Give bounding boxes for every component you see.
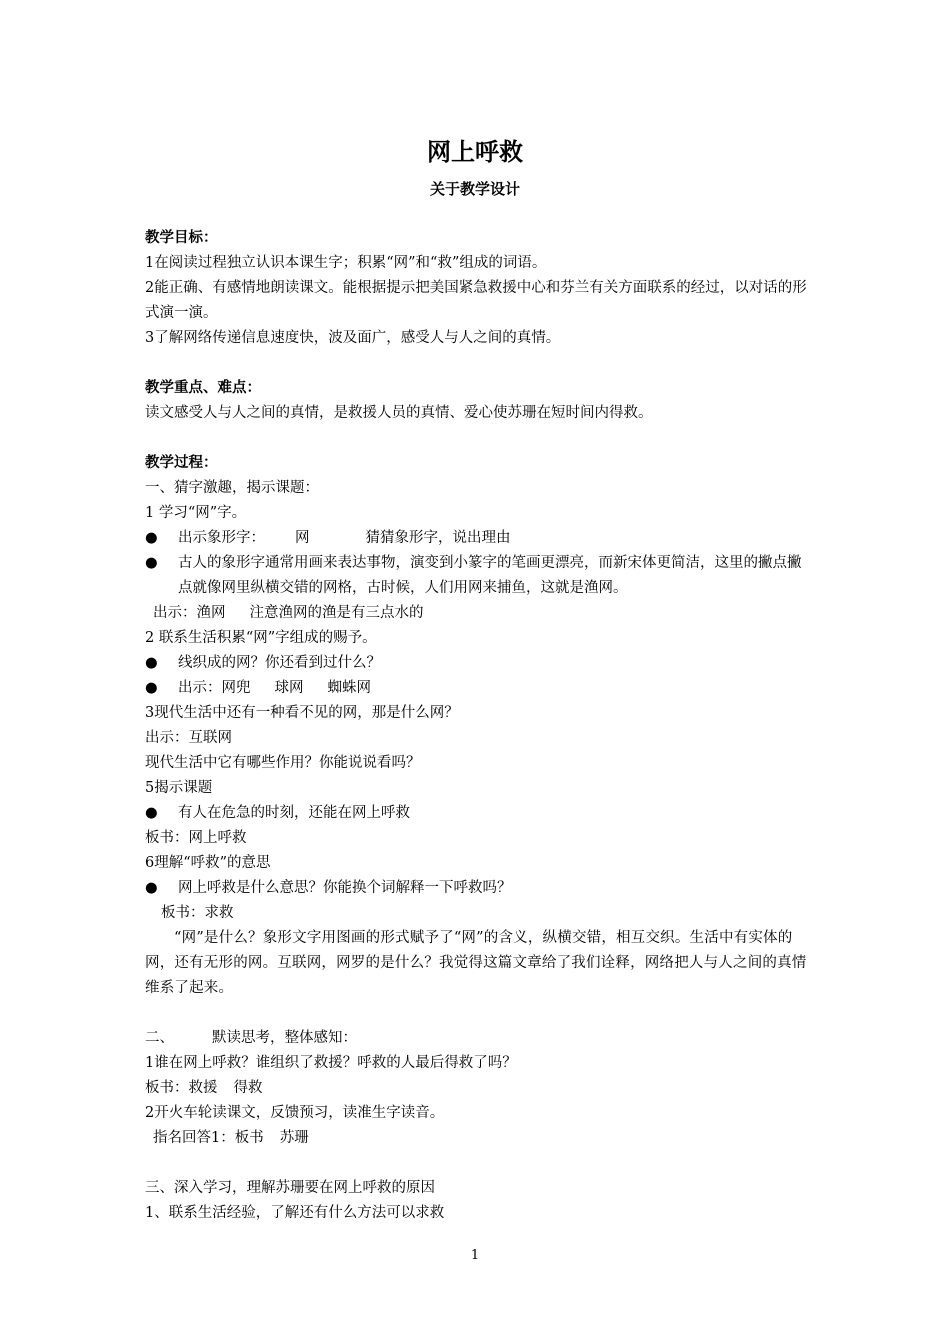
show-internet: 出示：互联网 xyxy=(145,730,232,746)
board-note: 板书：网上呼救 xyxy=(145,830,247,846)
bullet-text: 出示：网兜 xyxy=(178,680,251,696)
step-1-6: 6理解“呼救”的意思 xyxy=(145,855,271,871)
goal-item-3: 3了解网络传递信息速度快，波及面广，感受人与人之间的真情。 xyxy=(145,330,561,346)
bullet-icon: ● xyxy=(145,530,158,546)
bullet-label: 出示象形字： xyxy=(178,530,265,546)
board-note: 板书：求救 xyxy=(161,905,234,921)
bullet-icon: ● xyxy=(145,805,158,821)
answer-word: 苏珊 xyxy=(279,1130,309,1146)
show-label: 出示：渔网 xyxy=(153,605,226,621)
goal-item-2: 2能正确、有感情地朗读课文。能根据提示把美国紧急救援中心和芬兰有关方面联系的经过，以对话的形式演一演。 xyxy=(145,280,807,321)
section-1-title: 一、猜字激趣，揭示课题： xyxy=(145,480,319,496)
bullet-text: 有人在危急的时刻，还能在网上呼救 xyxy=(178,805,410,821)
key-points-text: 读文感受人与人之间的真情，是救援人员的真情、爱心使苏珊在短时间内得救。 xyxy=(145,405,653,421)
summary-paragraph: “网”是什么？象形文字用图画的形式赋予了“网”的含义，纵横交错，相互交织。生活中有实体的网，还有无形的网。互联网，网罗的是什么？我觉得这篇文章给了我们诠释，网络把人与人之间的真情维系了起来。 xyxy=(145,930,807,996)
process-heading: 教学过程： xyxy=(145,455,218,471)
step-1-3: 3现代生活中还有一种看不见的网，那是什么网？ xyxy=(145,705,459,721)
bullet-icon: ● xyxy=(145,880,158,896)
page-number: 1 xyxy=(470,1248,480,1263)
step-3-1: 1、联系生活经验，了解还有什么方法可以求救 xyxy=(145,1205,445,1221)
bullet-item xyxy=(145,551,810,601)
key-points-heading: 教学重点、难点： xyxy=(145,380,261,396)
bullet-text: 网上呼救是什么意思？你能换个词解释一下呼救吗？ xyxy=(178,880,512,896)
bullet-item xyxy=(145,676,810,701)
show-note: 注意渔网的渔是有三点水的 xyxy=(249,605,424,621)
document-subtitle: 关于教学设计 xyxy=(429,180,520,198)
goals-heading: 教学目标： xyxy=(145,230,218,246)
answer-label: 指名回答1：板书 xyxy=(153,1130,264,1146)
step-2-2: 2开火车轮读课文，反馈预习，读准生字读音。 xyxy=(145,1105,445,1121)
board-note xyxy=(145,1076,810,1101)
section-text: 默读思考，整体感知： xyxy=(212,1030,357,1046)
section-2-title xyxy=(145,1026,810,1051)
step-1-5: 5揭示课题 xyxy=(145,780,213,796)
bullet-icon: ● xyxy=(145,680,158,696)
bullet-word: 蜘蛛网 xyxy=(327,680,371,696)
bullet-word: 球网 xyxy=(274,680,304,696)
bullet-text: 猜猜象形字，说出理由 xyxy=(365,530,511,546)
document-body xyxy=(145,226,810,1226)
step-1-1: 1 学习“网”字。 xyxy=(145,505,247,521)
bullet-icon: ● xyxy=(145,655,158,671)
document-title: 网上呼救 xyxy=(427,138,523,166)
show-line xyxy=(145,601,810,626)
step-1-2: 2 联系生活积累“网”字组成的赐予。 xyxy=(145,630,377,646)
answer-line xyxy=(145,1126,810,1151)
bullet-text: 古人的象形字通常用画来表达事物，演变到小篆字的笔画更漂亮，而新宋体更简洁，这里的撇点撇点就像网里纵横交错的网格，古时候，人们用网来捕鱼，这就是渔网。 xyxy=(178,555,802,596)
bullet-text: 线织成的网？你还看到过什么？ xyxy=(178,655,381,671)
bullet-item xyxy=(145,526,810,551)
bullet-icon: ● xyxy=(145,555,158,571)
section-number: 二、 xyxy=(145,1030,174,1046)
bullet-item xyxy=(145,801,810,826)
question-line: 现代生活中它有哪些作用？你能说说看吗？ xyxy=(145,755,421,771)
section-3-title: 三、深入学习，理解苏珊要在网上呼救的原因 xyxy=(145,1180,435,1196)
bullet-item xyxy=(145,651,810,676)
board-label: 板书：救援 xyxy=(145,1080,218,1096)
pictograph-char: 网 xyxy=(295,530,310,546)
goal-item-1: 1在阅读过程独立认识本课生字；积累“网”和“救”组成的词语。 xyxy=(145,255,547,271)
bullet-item xyxy=(145,876,810,901)
board-word: 得救 xyxy=(233,1080,263,1096)
step-2-1: 1谁在网上呼救？谁组织了救援？呼救的人最后得救了吗？ xyxy=(145,1055,517,1071)
